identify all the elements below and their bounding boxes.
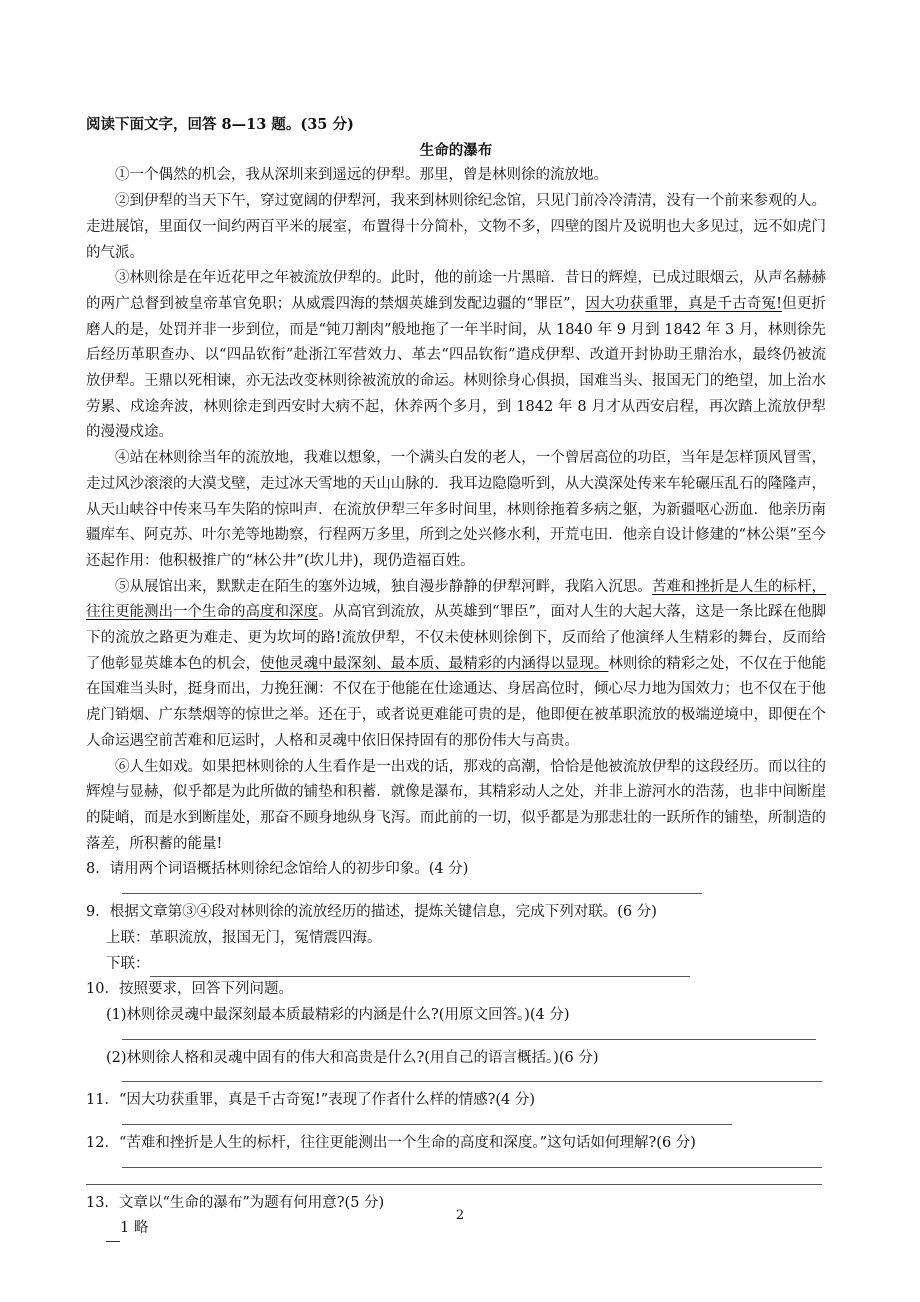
article-title: 生命的瀑布 <box>419 141 493 159</box>
question-13: 13．文章以“生命的瀑布”为题有何用意?(5 分) <box>86 1194 385 1211</box>
paragraph-3 <box>86 266 826 446</box>
paragraph-5-part-b: 。从高官到流放，从英雄到“罪臣”，面对人生的大起大落，这是一条比踩在他脚下的流放之路更为难走、更为坎坷的路!流放伊犁，不仅未使林则徐倒下，反而给了他演绎人生精彩的舞台，反而给了他彰显英雄本色的机会， <box>86 604 827 672</box>
underlined-sentence-q12: 苦难和挫折是人生的标杆，往往更能测出一个生命的高度和深度 <box>86 578 827 621</box>
answer-line-q9[interactable] <box>150 960 690 977</box>
underlined-sentence-q10: 使他灵魂中最深刻、最本质、最精彩的内涵得以显现。 <box>260 655 609 672</box>
couplet-upper: 上联：革职流放，报国无门，冤情震四海。 <box>106 929 382 946</box>
answer-line-q8[interactable] <box>122 883 702 894</box>
answer-line-q12b[interactable] <box>86 1174 822 1185</box>
question-13-answer: 1 略 <box>120 1220 149 1237</box>
section-intro: 阅读下面文字，回答 8—13 题。(35 分) <box>86 116 354 133</box>
question-8: 8．请用两个词语概括林则徐纪念馆给人的初步印象。(4 分) <box>86 861 469 878</box>
couplet-lower-label: 下联： <box>106 955 150 972</box>
paragraph-5-part-c: 林则徐的精彩之处，不仅在于他能在国难当头时，挺身而出，力挽狂澜：不仅在于他能在仕途通达、身居高位时，倾心尽力地为国效力；也不仅在于他虎门销烟、广东禁烟等的惊世之举。还在于，或者说更难能可贵的是，他即便在被革职流放的极端逆境中，即便在个人命运遇空前苦难和厄运时，人格和灵魂中依旧保持固有的那份伟大与高贵。 <box>86 655 827 749</box>
paragraph-4: ④站在林则徐当年的流放地，我难以想象，一个满头白发的老人，一个曾居高位的功臣，当年是怎样顶风冒雪，走过风沙滚滚的大漠戈壁，走过冰天雪地的天山山脉的．我耳边隐隐听到，从大漠深处传来车轮碾压乱石的隆隆声，从天山峡谷中传来马车失陷的惊叫声．在流放伊犁三年多时间里，林则徐拖着多病之躯，为新疆呕心沥血．他亲历南疆库车、阿克苏、叶尔羌等地勘察，行程两万多里，所到之处兴修水利，开荒屯田．他亲自设计修建的“林公渠”至今还起作用：他积极推广的“林公井”(坎儿井)，现仍造福百姓。 <box>86 450 826 569</box>
underlined-sentence-q11: 因大功获重罪，真是千古奇冤! <box>585 295 782 312</box>
question-10-1: (1)林则徐灵魂中最深刻最本质最精彩的内涵是什么?(用原文回答。)(4 分) <box>106 1006 570 1023</box>
paragraph-5 <box>86 575 826 755</box>
paragraph-2: ②到伊犁的当天下午，穿过宽阔的伊犁河，我来到林则徐纪念馆，只见门前冷冷清清，没有一个前来参观的人。走进展馆，里面仅一间约两百平米的展室，布置得十分简朴，文物不多，四壁的图片及说明也大多见过，远不如虎门的气派。 <box>86 193 826 261</box>
answer-line-q11[interactable] <box>122 1114 732 1125</box>
document-body <box>86 112 826 1242</box>
paragraph-3-part-b: 但更折磨人的是，处罚并非一步到位，而是“钝刀割肉”般地拖了一年半时间，从 1840 年 9 月到 1842 年 3 月，林则徐先后经历革职查办、以“四品钦衔”赴浙江军营效力、革去“四品钦衔”遣戍伊犁、改道开封协助王鼎治水，最终仍被流放伊犁。王鼎以死相谏，亦无法改变林则徐被流放的命运。林则徐身心俱损，国难当头、报国无门的绝望，加上治水劳累、戍途奔波，林则徐走到西安时大病不起，休养两个多月，到 1842 年 8 月才从西安启程，再次踏上流放伊犁的漫漫戍途。 <box>86 295 827 441</box>
page-number: 2 <box>455 1208 465 1223</box>
question-9: 9．根据文章第③④段对林则徐的流放经历的描述，提炼关键信息，完成下列对联。(6 分) <box>86 904 657 921</box>
question-10: 10．按照要求，回答下列问题。 <box>86 981 293 998</box>
answer-line-q10-2[interactable] <box>122 1071 822 1082</box>
paragraph-5-part-a: ⑤从展馆出来，默默走在陌生的塞外边城，独自漫步静静的伊犁河畔，我陷入沉思。 <box>115 578 652 595</box>
paragraph-3-part-a: ③林则徐是在年近花甲之年被流放伊犁的。此时，他的前途一片黑暗．昔日的辉煌，已成过眼烟云，从声名赫赫的两广总督到被皇帝革官免职；从威震四海的禁烟英雄到发配边疆的“罪臣”， <box>86 270 826 312</box>
question-10-2: (2)林则徐人格和灵魂中固有的伟大和高贵是什么?(用自己的语言概括。)(6 分) <box>106 1049 599 1066</box>
answer-line-q10-1[interactable] <box>122 1029 816 1040</box>
question-12: 12．“苦难和挫折是人生的标杆，往往更能测出一个生命的高度和深度。”这句话如何理解?(6 分) <box>86 1135 696 1152</box>
paragraph-6: ⑥人生如戏。如果把林则徐的人生看作是一出戏的话，那戏的高潮，恰恰是他被流放伊犁的这段经历。而以往的辉煌与显赫，似乎都是为此所做的铺垫和积蓄．就像是瀑布，其精彩动人之处，并非上游河水的浩荡，也非中间断崖的陡峭，而是水到断崖处，那奋不顾身地纵身飞泻。而此前的一切，似乎都是为那悲壮的一跃所作的铺垫，所制造的落差，所积蓄的能量! <box>86 758 826 852</box>
answer-line-q12a[interactable] <box>122 1157 822 1168</box>
paragraph-1: ①一个偶然的机会，我从深圳来到遥远的伊犁。那里，曾是林则徐的流放地。 <box>115 167 608 184</box>
couplet-lower-row <box>86 952 826 978</box>
blank-prefix-line <box>106 1225 120 1242</box>
question-11: 11．“因大功获重罪，真是千古奇冤!”表现了作者什么样的情感?(4 分) <box>86 1092 536 1109</box>
